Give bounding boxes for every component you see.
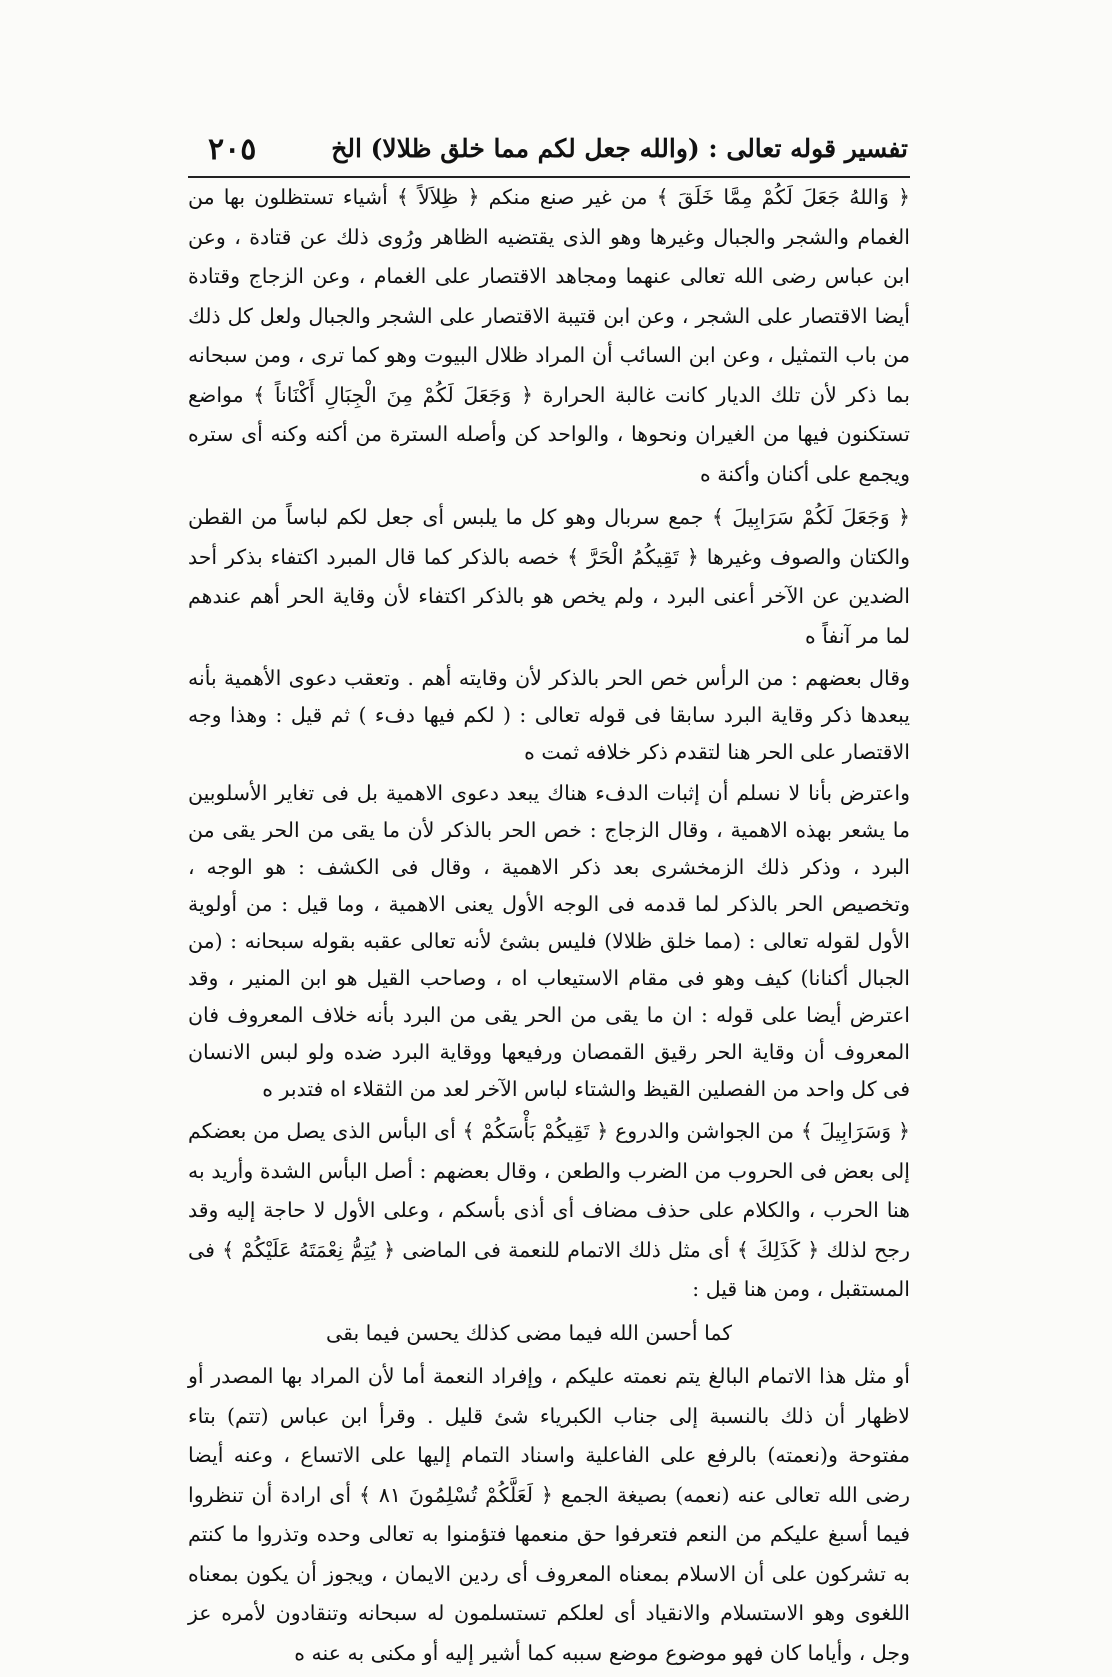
paragraph-6: أو مثل هذا الاتمام البالغ يتم نعمته عليكم ، وإفراد النعمة أما لأن المراد بها المصدر أو لاظهار أن ذلك بالنسبة إلى جناب الكبرياء شئ قليل . وقرأ ابن عباس (تتم) بتاء مفتوحة و(نعمته) بالرفع على الفاعلية واسناد التمام إليها على الاتساع ، وعنه أيضا رضى الله تعالى عنه (نعمه) بصيغة الجمع ﴿ لَعَلَّكُمْ تُسْلِمُونَ ٨١ ﴾ أى ارادة أن تنظروا فيما أسبغ عليكم من النعم فتعرفوا حق منعمها فتؤمنوا به تعالى وحده وتذروا ما كنتم به تشركون على أن الاسلام بمعناه المعروف أى ردين الايمان ، ويجوز أن يكون بمعناه اللغوى وهو الاستسلام والانقياد أى لعلكم تستسلمون له سبحانه وتنقادون لأمره عز وجل ، وأياما كان فهو موضوع موضع سببه كما أشير إليه أو مكنى به عنه ه <box>188 1364 911 1665</box>
paragraph-5: ﴿ وَسَرَابِيلَ ﴾ من الجواشن والدروع ﴿ تَقِيكُمْ بَأْسَكُمْ ﴾ أى البأس الذى يصل من بعضكم إلى بعض فى الحروب من الضرب والطعن ، وقال بعضهم : أصل البأس الشدة وأريد به هنا الحرب ، والكلام على حذف مضاف أى أذى بأسكم ، وعلى الأول لا حاجة إليه وقد رجح لذلك ﴿ كَذَلِكَ ﴾ أى مثل ذلك الاتمام للنعمة فى الماضى ﴿ يُتِمُّ نِعْمَتَهُ عَلَيْكُمْ ﴾ فى المستقبل ، ومن هنا قيل : <box>188 1119 910 1301</box>
paragraph-2: ﴿ وَجَعَلَ لَكُمْ سَرَابِيلَ ﴾ جمع سربال وهو كل ما يلبس أى جعل لكم لباساً من القطن والكتان والصوف وغيرها ﴿ تَقِيكُمُ الْحَرَّ ﴾ خصه بالذكر كما قال المبرد اكتفاء بذكر أحد الضدين عن الآخر أعنى البرد ، ولم يخص هو بالذكر اكتفاء لأن وقاية الحر أهم عندهم لما مر آنفاً ه <box>188 505 910 648</box>
page-header <box>188 130 908 178</box>
paragraph-3: وقال بعضهم : من الرأس خص الحر بالذكر لأن وقايته أهم . وتعقب دعوى الأهمية بأنه يبعدها ذكر وقاية البرد سابقا فى قوله تعالى : ( لكم فيها دفء ) ثم قيل : وهذا وجه الاقتصار على الحر هنا لتقدم ذكر خلافه ثمت ه <box>188 666 910 764</box>
poetry-verse: كما أحسن الله فيما مضى كذلك يحسن فيما بقى <box>325 1320 733 1345</box>
page-number: ٢٠٥ <box>208 132 257 167</box>
paragraph-1: ﴿ وَاللهُ جَعَلَ لَكُمْ مِمَّا خَلَقَ ﴾ من غير صنع منكم ﴿ ظِلاَلاً ﴾ أشياء تستظلون بها من الغمام والشجر والجبال وغيرها وهو الذى يقتضيه الظاهر ورُوى ذلك عن قتادة ، وعن ابن عباس رضى الله تعالى عنهما ومجاهد الاقتصار على الغمام ، وعن الزجاج وقتادة أيضا الاقتصار على الشجر ، وعن ابن قتيبة الاقتصار على الشجر والجبال ولعل كل ذلك من باب التمثيل ، وعن ابن السائب أن المراد ظلال البيوت وهو كما ترى ، ومن سبحانه بما ذكر لأن تلك الديار كانت غالبة الحرارة ﴿ وَجَعَلَ لَكُمْ مِنَ الْجِبَالِ أَكْنَاناً ﴾ مواضع تستكنون فيها من الغيران ونحوها ، والواحد كن وأصله السترة من أكنه وكنه أى ستره ويجمع على أكنان وأكنة ه <box>188 185 910 486</box>
running-title: تفسير قوله تعالى : (والله جعل لكم مما خلق ظلالا) الخ <box>331 134 908 163</box>
paragraph-4: واعترض بأنا لا نسلم أن إثبات الدفء هناك يبعد دعوى الاهمية بل فى تغاير الأسلوبين ما يشعر بهذه الاهمية ، وقال الزجاج : خص الحر بالذكر لأن ما يقى من الحر يقى من البرد ، وذكر ذلك الزمخشرى بعد ذكر الاهمية ، وقال فى الكشف : هو الوجه ، وتخصيص الحر بالذكر لما قدمه فى الوجه الأول يعنى الاهمية ، وما قيل : من أولوية الأول لقوله تعالى : (مما خلق ظلالا) فليس بشئ لأنه تعالى عقبه بقوله سبحانه : (من الجبال أكنانا) كيف وهو فى مقام الاستيعاب اه ، وصاحب القيل هو ابن المنير ، وقد اعترض أيضا على قوله : ان ما يقى من الحر يقى من البرد بأنه خلاف المعروف فان المعروف أن وقاية الحر رقيق القمصان ورفيعها ووقاية البرد ضده ولو لبس الانسان فى كل واحد من الفصلين القيظ والشتاء لباس الآخر لعد من الثقلاء اه فتدبر ه <box>188 781 910 1101</box>
page-body <box>188 178 910 1677</box>
